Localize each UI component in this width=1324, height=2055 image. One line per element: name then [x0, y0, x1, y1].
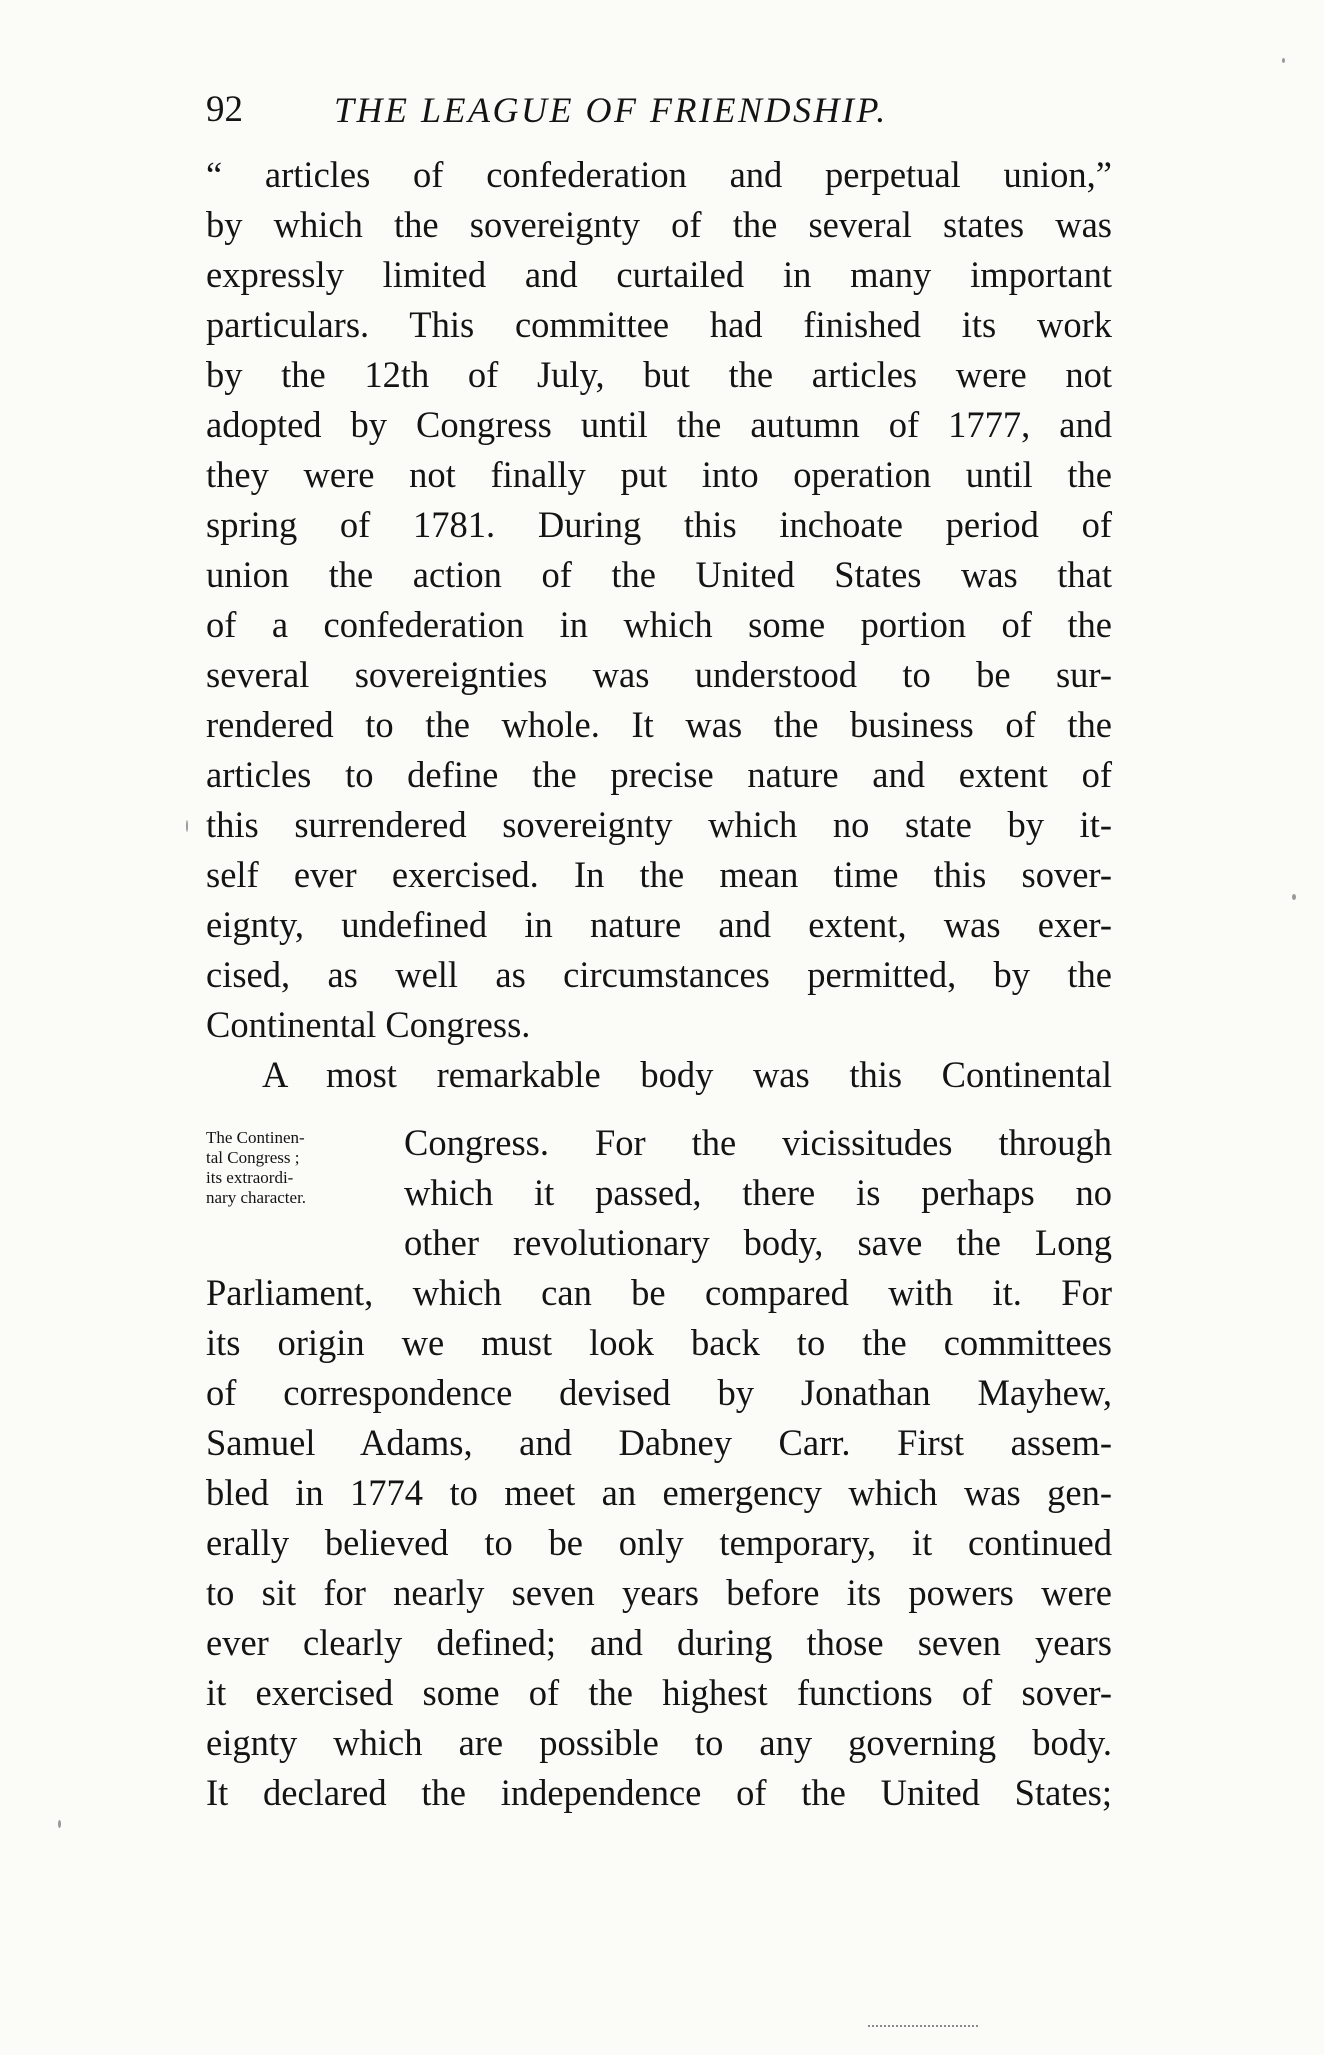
paragraph-2-opening: [262, 1050, 1112, 1100]
text-line: its origin we must look back to the committees: [206, 1322, 1112, 1363]
text-line: union the action of the United States was that: [206, 554, 1112, 595]
text-line: of correspondence devised by Jonathan Mayhew,: [206, 1372, 1112, 1413]
text-line: Parliament, which can be compared with it. For: [206, 1272, 1112, 1313]
page-header: [206, 80, 1106, 140]
sidenote-line: its extraordi-: [206, 1168, 294, 1187]
text-line: It declared the independence of the United States;: [206, 1772, 1112, 1813]
text-line: Continental Congress.: [206, 1004, 531, 1045]
text-line: to sit for nearly seven years before its powers were: [206, 1572, 1112, 1613]
text-line: articles to define the precise nature and extent of: [206, 754, 1112, 795]
text-line: this surrendered sovereignty which no state by it-: [206, 804, 1112, 845]
text-line: A most remarkable body was this Continental: [262, 1054, 1112, 1095]
paragraph-2-narrow: [404, 1118, 1112, 1268]
scan-speck: [186, 820, 188, 832]
text-line: by which the sovereignty of the several states was: [206, 204, 1112, 245]
paragraph-1: [206, 150, 1112, 1050]
text-line: erally believed to be only temporary, it continued: [206, 1522, 1112, 1563]
marginal-sidenote: [206, 1128, 386, 1208]
text-line: Congress. For the vicissitudes through: [404, 1122, 1112, 1163]
sidenote-line: The Continen-: [206, 1128, 305, 1147]
text-line: adopted by Congress until the autumn of 1777, and: [206, 404, 1112, 445]
text-line: particulars. This committee had finished its work: [206, 304, 1112, 345]
text-line: eignty which are possible to any governing body.: [206, 1722, 1112, 1763]
scan-artifact-line: [868, 2025, 978, 2030]
text-line: rendered to the whole. It was the business of the: [206, 704, 1112, 745]
paragraph-2-rest: [206, 1268, 1112, 1818]
scan-speck: [58, 1820, 61, 1828]
text-line: ever clearly defined; and during those seven years: [206, 1622, 1112, 1663]
text-line: they were not finally put into operation until the: [206, 454, 1112, 495]
text-line: “ articles of confederation and perpetual union,”: [206, 154, 1112, 195]
text-line: other revolutionary body, save the Long: [404, 1222, 1112, 1263]
text-line: which it passed, there is perhaps no: [404, 1172, 1112, 1213]
text-line: of a confederation in which some portion of the: [206, 604, 1112, 645]
text-line: Samuel Adams, and Dabney Carr. First assem-: [206, 1422, 1112, 1463]
text-line: eignty, undefined in nature and extent, was exer-: [206, 904, 1112, 945]
sidenote-line: nary character.: [206, 1188, 307, 1207]
sidenote-line: tal Congress ;: [206, 1148, 300, 1167]
text-line: spring of 1781. During this inchoate period of: [206, 504, 1112, 545]
text-line: bled in 1774 to meet an emergency which was gen-: [206, 1472, 1112, 1513]
page-number: 92: [206, 89, 243, 130]
running-title: THE LEAGUE OF FRIENDSHIP.: [334, 90, 888, 130]
text-line: by the 12th of July, but the articles were not: [206, 354, 1112, 395]
text-line: several sovereignties was understood to be sur-: [206, 654, 1112, 695]
text-line: it exercised some of the highest functions of sover-: [206, 1672, 1112, 1713]
text-line: cised, as well as circumstances permitted, by the: [206, 954, 1112, 995]
scan-speck: [1282, 58, 1285, 63]
scan-speck: [1292, 894, 1296, 900]
text-line: self ever exercised. In the mean time this sover-: [206, 854, 1112, 895]
text-line: expressly limited and curtailed in many important: [206, 254, 1112, 295]
